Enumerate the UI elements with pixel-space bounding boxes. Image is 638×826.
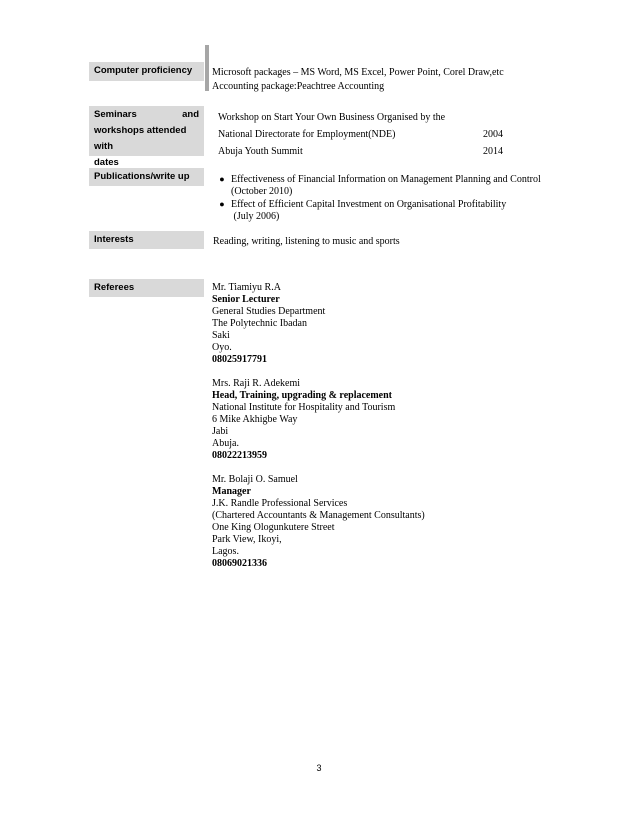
- referee-block: [212, 378, 395, 462]
- section-label-interests: [89, 231, 204, 249]
- bullet-icon: ●: [219, 174, 225, 184]
- referee-address-line: Park View, Ikoyi,: [212, 534, 282, 545]
- referee-address-line: Oyo.: [212, 342, 232, 353]
- seminar-item: [218, 143, 503, 160]
- referee-address-line: The Polytechnic Ibadan: [212, 318, 307, 329]
- computer-line: Accounting package:Peachtree Accounting: [212, 81, 385, 92]
- section-label-publications: [89, 168, 204, 186]
- interests-content: [213, 235, 400, 249]
- referee-address-line: Jabi: [212, 426, 229, 437]
- referee-title: Senior Lecturer: [212, 294, 280, 305]
- publications-content: [213, 173, 541, 223]
- referee-address-line: Abuja.: [212, 438, 239, 449]
- referee-name: Mrs. Raji R. Adekemi: [212, 378, 301, 389]
- referee-address-line: Saki: [212, 330, 230, 341]
- seminar-item: [218, 126, 503, 143]
- referee-address-line: Lagos.: [212, 546, 239, 557]
- label-text: dates: [94, 157, 119, 168]
- interests-text: Reading, writing, listening to music and sports: [213, 236, 400, 247]
- label-text: workshops attended with: [94, 125, 187, 152]
- bullet-icon: ●: [219, 199, 225, 209]
- label-text: and: [182, 109, 199, 120]
- referee-block: [212, 474, 425, 570]
- referee-phone: 08022213959: [212, 450, 267, 461]
- label-text: Publications/write up: [94, 171, 190, 182]
- referee-address-line: National Institute for Hospitality and Tourism: [212, 402, 396, 413]
- publication-item: [213, 173, 541, 186]
- label-text: Computer proficiency: [94, 65, 193, 76]
- referee-block: [212, 282, 325, 366]
- seminars-content: [218, 109, 503, 160]
- publication-title: Effect of Efficient Capital Investment on Organisational Profitability: [231, 199, 507, 210]
- page-number: 3: [316, 763, 322, 773]
- label-text: Referees: [94, 282, 135, 293]
- seminar-item: [218, 109, 503, 126]
- seminar-name: Abuja Youth Summit: [218, 146, 303, 157]
- computer-proficiency-content: [212, 66, 504, 94]
- seminar-year: 2004: [483, 129, 503, 140]
- referee-name: Mr. Tiamiyu R.A: [212, 282, 281, 293]
- publication-date: (July 2006): [231, 211, 280, 222]
- label-text: Seminars: [94, 109, 137, 120]
- referee-title: Head, Training, upgrading & replacement: [212, 390, 393, 401]
- seminar-year: 2014: [483, 146, 503, 157]
- referee-address-line: General Studies Department: [212, 306, 326, 317]
- referee-title: Manager: [212, 486, 251, 497]
- referee-address-line: One King Ologunkutere Street: [212, 522, 335, 533]
- referee-name: Mr. Bolaji O. Samuel: [212, 474, 298, 485]
- computer-line: Microsoft packages – MS Word, MS Excel, Power Point, Corel Draw,etc: [212, 67, 504, 78]
- publication-item: [213, 198, 541, 211]
- referee-phone: 08025917791: [212, 354, 267, 365]
- referee-address-line: (Chartered Accountants & Management Consultants): [212, 510, 425, 521]
- referee-address-line: J.K. Randle Professional Services: [212, 498, 348, 509]
- seminar-name: Workshop on Start Your Own Business Organised by the: [218, 112, 446, 123]
- section-label-seminars: [89, 106, 204, 168]
- seminar-name: National Directorate for Employment(NDE): [218, 129, 396, 140]
- label-text: Interests: [94, 234, 134, 245]
- section-label-referees: [89, 279, 204, 297]
- referee-phone: 08069021336: [212, 558, 267, 569]
- vertical-divider: [205, 45, 209, 91]
- section-label-computer-proficiency: [89, 62, 204, 81]
- referee-address-line: 6 Mike Akhigbe Way: [212, 414, 298, 425]
- publication-date: (October 2010): [231, 186, 293, 197]
- publication-title: Effectiveness of Financial Information on Management Planning and Control: [231, 174, 541, 185]
